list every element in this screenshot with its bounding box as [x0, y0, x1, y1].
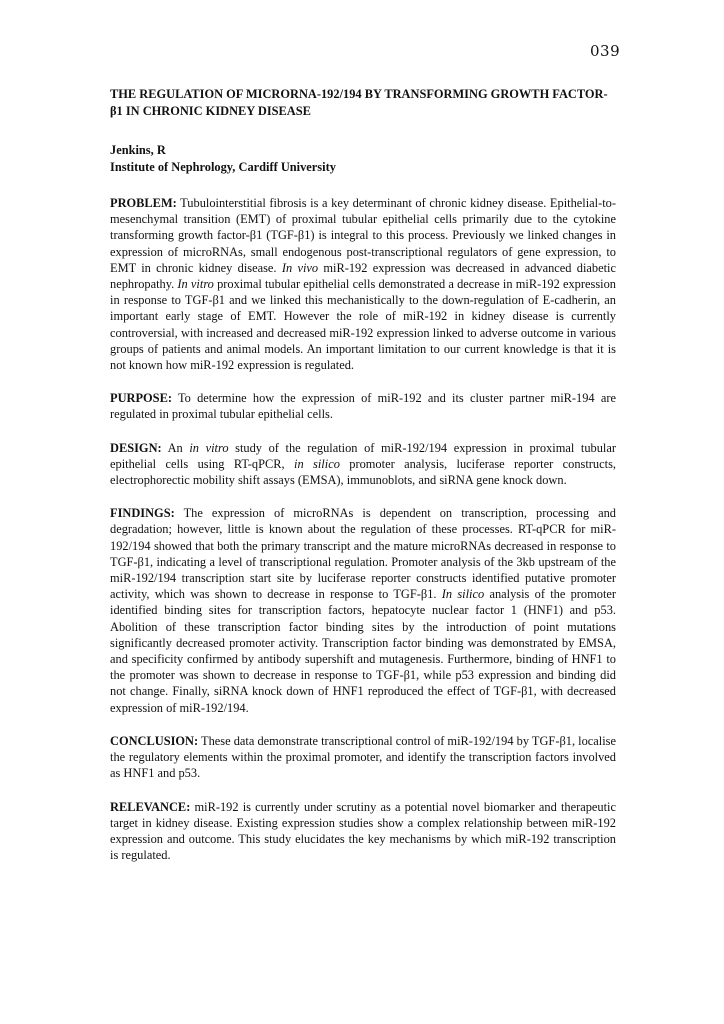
abstract-title: THE REGULATION OF MICRORNA-192/194 BY TRANSFORMING GROWTH FACTOR-β1 IN CHRONIC KIDNEY DISEASE [110, 87, 608, 118]
author-affiliation: Institute of Nephrology, Cardiff University [110, 159, 336, 174]
text-segment: proximal tubular epithelial cells demonstrated a decrease in miR-192 expression in response to TGF-β1 and we linked this mechanistically to the down-regulation of E-cadherin, an important early stage of EMT. However the role of miR-192 in kidney disease is currently controversial, with increased and decreased miR-192 expression linked to adverse outcome in various groups of patients and animal models. An important limitation to our current knowledge is that it is not known how miR-192 expression is regulated. [110, 277, 616, 373]
section-label: CONCLUSION: [110, 733, 199, 748]
text-segment-italic: In vitro [177, 277, 214, 292]
section-conclusion [110, 733, 616, 782]
text-segment-italic: in silico [294, 456, 340, 471]
section-findings [110, 505, 616, 716]
text-segment: promoter analysis, luciferase reporter constructs, electrophorectic mobility shift assays (EMSA), immunoblots, and siRNA gene knock down. [110, 456, 616, 488]
section-design [110, 440, 616, 489]
text-segment: miR-192 expression was decreased in advanced diabetic nephropathy. [110, 260, 616, 292]
section-label: PURPOSE: [110, 391, 172, 406]
section-purpose [110, 390, 616, 422]
text-segment: An [161, 440, 190, 455]
author-name: Jenkins, R [110, 143, 166, 157]
text-segment: These data demonstrate transcriptional control of miR-192/194 by TGF-β1, localise the regulatory elements within the proximal promoter, and identify the transcription factors involved as HNF1 and p53. [110, 733, 616, 781]
section-label: DESIGN: [110, 440, 162, 455]
page-number: 039 [590, 42, 621, 60]
section-problem [110, 195, 616, 373]
section-label: PROBLEM: [110, 196, 177, 210]
text-segment: analysis of the promoter identified binding sites for transcription factors, hepatocyte nuclear factor 1 (HNF1) and p53. Abolition of these transcription factor binding sites by the introduction of point mutations significantly decreased promoter activity. Transcription factor binding was demonstrated by EMSA, and specificity confirmed by antibody supershift and mutagenesis. Furthermore, binding of HNF1 to the promoter was shown to decrease in response to TGF-β1, while p53 expression and binding did not change. Finally, siRNA knock down of HNF1 reproduced the effect of TGF-β1, with decreased expression of miR-192/194. [110, 587, 617, 715]
text-segment: Tubulointerstitial fibrosis is a key determinant of chronic kidney disease. Epithelial-to-mesenchymal transition (EMT) of proximal tubular epithelial cells primarily due to the cytokine transforming growth factor-β1 (TGF-β1) is integral to this process. Previously we linked changes in expression of microRNAs, small endogenous post-transcriptional regulators of gene expression, to EMT in chronic kidney disease. [110, 196, 616, 275]
text-segment: To determine how the expression of miR-192 and its cluster partner miR-194 are regulated in proximal tubular epithelial cells. [110, 391, 616, 422]
text-segment: study of the regulation of miR-192/194 expression in proximal tubular epithelial cells using RT-qPCR, [110, 440, 617, 471]
section-relevance [110, 799, 616, 864]
abstract-body [110, 86, 616, 880]
text-segment-italic: in vitro [189, 440, 229, 455]
section-label: RELEVANCE: [110, 799, 191, 814]
text-segment: The expression of microRNAs is dependent on transcription, processing and degradation; however, little is known about the regulation of these processes. RT-qPCR for miR-192/194 showed that both the primary transcript and the mature microRNAs decreased in response to TGF-β1, indicating a level of transcriptional regulation. Promoter analysis of the 3kb upstream of the miR-192/194 transcription start site by luciferase reporter constructs identified putative promoter activity, which was shown to decrease in response to TGF-β1. [110, 506, 616, 602]
section-label: FINDINGS: [110, 506, 175, 521]
text-segment-italic: In silico [441, 587, 485, 602]
text-segment: miR-192 is currently under scrutiny as a potential novel biomarker and therapeutic target in kidney disease. Existing expression studies show a complex relationship between miR-192 expression and outcome. This study elucidates the key mechanisms by which miR-192 transcription is regulated. [110, 799, 616, 863]
text-segment-italic: In vivo [281, 260, 319, 275]
